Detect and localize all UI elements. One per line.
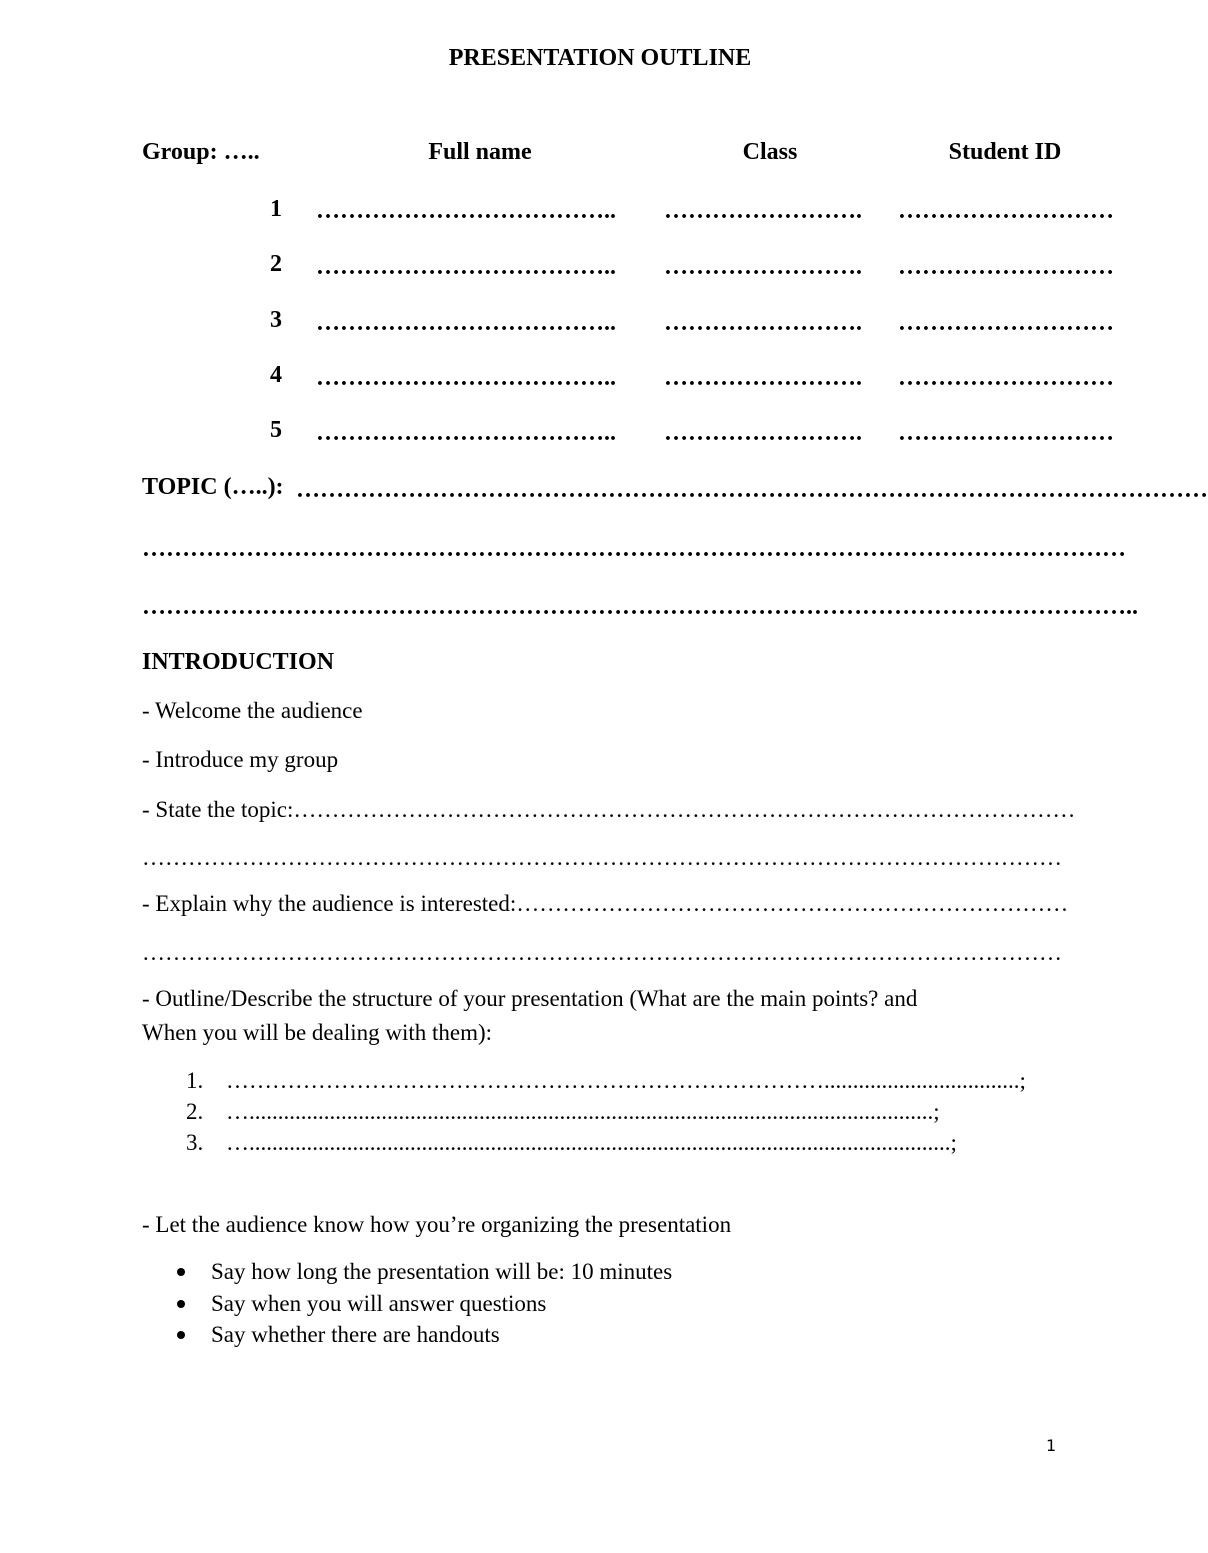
state-topic-line-blank[interactable]: ………………………………………………………………………………………………………… — [142, 845, 1062, 870]
group-label: Group: ….. — [142, 139, 260, 165]
numbered-list-blank[interactable]: …..........................................................................................................................; — [226, 1130, 957, 1155]
topic-label: TOPIC (…..): — [142, 474, 284, 500]
bullet-item: Say when you will answer questions — [211, 1291, 547, 1316]
introduce-item: - Introduce my group — [142, 747, 339, 772]
outline-item-line1: - Outline/Describe the structure of your presentation (What are the main points? and — [142, 986, 918, 1011]
member-id-blank[interactable]: ……………………… — [898, 310, 1114, 336]
explain-line-blank[interactable]: ………………………………………………………………………………………………………… — [142, 940, 1062, 965]
member-number: 5 — [270, 417, 282, 443]
member-id-blank[interactable]: ……………………… — [898, 198, 1114, 224]
page-title: PRESENTATION OUTLINE — [448, 45, 752, 71]
member-id-blank[interactable]: ……………………… — [898, 254, 1114, 280]
member-number: 1 — [270, 196, 282, 222]
member-class-blank[interactable]: ……………………. — [664, 254, 862, 280]
member-name-blank[interactable]: ……………………………….. — [316, 310, 616, 336]
numbered-list-number: 2. — [186, 1099, 204, 1124]
member-id-blank[interactable]: ……………………… — [898, 365, 1114, 391]
member-id-blank[interactable]: ……………………… — [898, 420, 1114, 446]
member-name-blank[interactable]: ……………………………….. — [316, 198, 616, 224]
class-header: Class — [742, 139, 798, 165]
bullet-item: Say whether there are handouts — [211, 1322, 500, 1347]
bullet-icon — [177, 1300, 185, 1308]
bullet-icon — [177, 1331, 185, 1339]
outline-item-line2: When you will be dealing with them): — [142, 1020, 493, 1045]
numbered-list-blank[interactable]: ….......................................................................................................................; — [226, 1099, 940, 1124]
member-name-blank[interactable]: ……………………………….. — [316, 420, 616, 446]
state-topic-item[interactable]: - State the topic:………………………………………………………………………………………… — [142, 797, 1076, 822]
organize-item: - Let the audience know how you’re organizing the presentation — [142, 1212, 732, 1237]
bullet-icon — [177, 1268, 185, 1276]
full-name-header: Full name — [428, 139, 532, 165]
member-number: 4 — [270, 362, 282, 388]
member-number: 2 — [270, 251, 282, 277]
numbered-list-number: 3. — [186, 1130, 204, 1155]
topic-line-blank[interactable]: …………………………………………………………………………………………………………….. — [142, 594, 1138, 620]
numbered-list-number: 1. — [186, 1068, 204, 1093]
page-number: 1 — [1046, 1436, 1057, 1455]
numbered-list-blank[interactable]: ……………………………………………………………………..................................; — [226, 1068, 1026, 1093]
topic-line-blank[interactable]: …………………………………………………………………………………………………………… — [142, 536, 1126, 562]
member-name-blank[interactable]: ……………………………….. — [316, 365, 616, 391]
introduction-heading: INTRODUCTION — [142, 649, 335, 675]
explain-item[interactable]: - Explain why the audience is interested:……………………………………………………………… — [142, 891, 1069, 916]
member-class-blank[interactable]: ……………………. — [664, 310, 862, 336]
member-class-blank[interactable]: ……………………. — [664, 198, 862, 224]
member-name-blank[interactable]: ……………………………….. — [316, 254, 616, 280]
topic-line-blank[interactable]: …………………………………………………………………………………………………… — [296, 477, 1208, 503]
bullet-item: Say how long the presentation will be: 10 minutes — [211, 1259, 673, 1284]
member-class-blank[interactable]: ……………………. — [664, 420, 862, 446]
member-number: 3 — [270, 307, 282, 333]
member-class-blank[interactable]: ……………………. — [664, 365, 862, 391]
student-id-header: Student ID — [948, 139, 1062, 165]
welcome-item: - Welcome the audience — [142, 698, 363, 723]
